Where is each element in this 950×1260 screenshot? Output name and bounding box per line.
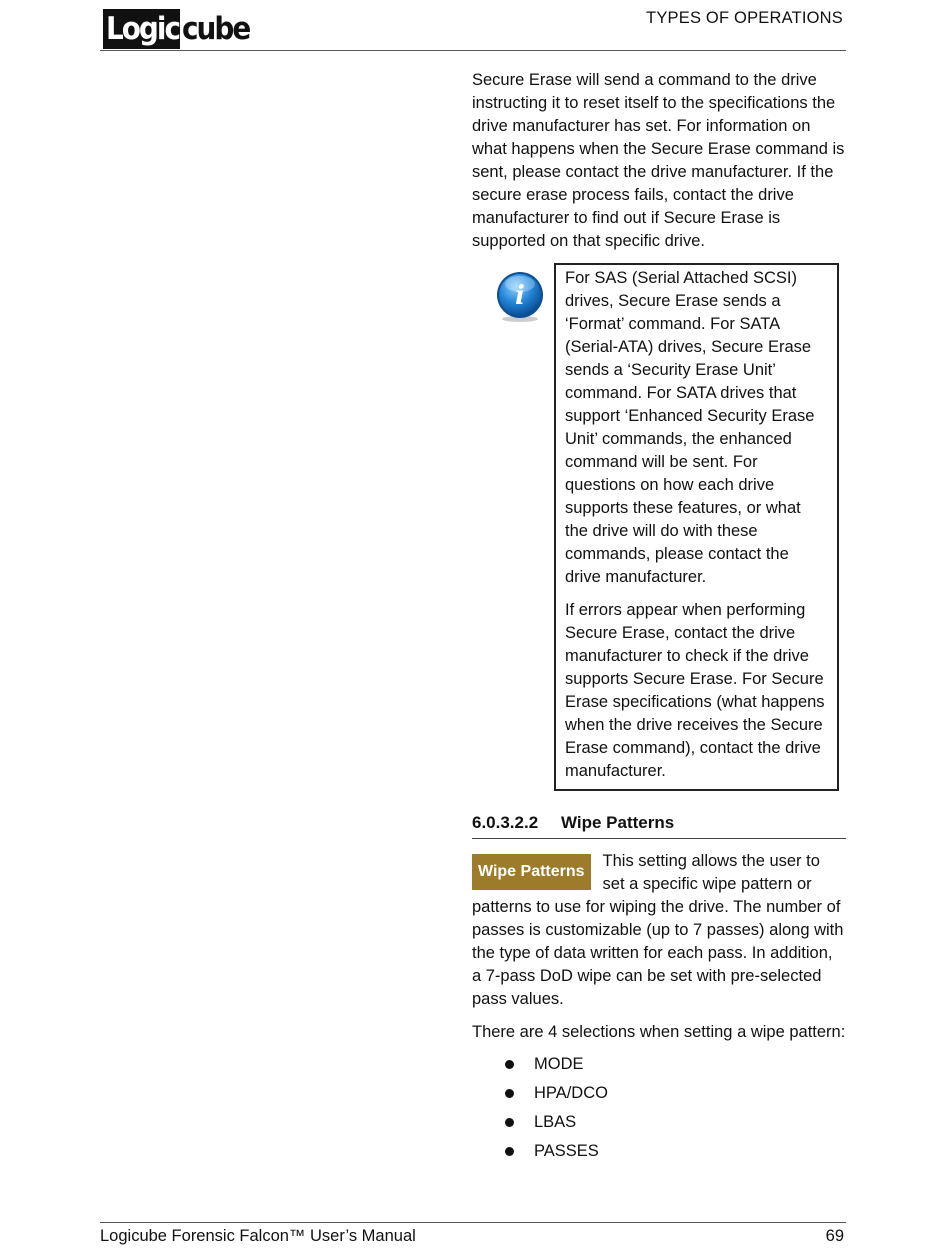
list-item	[472, 1137, 846, 1166]
section-number: 6.0.3.2.2	[472, 813, 539, 832]
intro-paragraph: Secure Erase will send a command to the drive instructing it to reset itself to the specifications the drive manufacturer has set. For information on what happens when the Secure Erase command is sent, please contact the drive manufacturer. If the secure erase process fails, contact the drive manufacturer to find out if Secure Erase is supported on that specific drive.	[472, 71, 845, 250]
logicube-logo	[103, 9, 249, 49]
logo-part-1: Logic	[103, 9, 180, 49]
list-item-label: HPA/DCO	[534, 1084, 608, 1102]
bullet-icon	[505, 1060, 514, 1069]
bullet-icon	[505, 1118, 514, 1127]
section-heading	[472, 810, 846, 839]
wipe-patterns-button: Wipe Patterns	[472, 854, 591, 890]
selections-intro: There are 4 selections when setting a wipe pattern:	[472, 1023, 846, 1041]
main-content	[472, 69, 846, 1166]
info-icon	[494, 271, 546, 323]
page-number: 69	[825, 1227, 844, 1245]
selections-list	[472, 1050, 846, 1166]
manual-title: Logicube Forensic Falcon™ User’s Manual	[100, 1227, 416, 1245]
bullet-icon	[505, 1089, 514, 1098]
info-note	[472, 263, 846, 788]
list-item	[472, 1108, 846, 1137]
bullet-icon	[505, 1147, 514, 1156]
page-header	[100, 0, 846, 51]
wipe-description-block	[472, 850, 846, 1011]
list-item-label: LBAS	[534, 1113, 577, 1131]
info-box	[554, 263, 839, 791]
logo-part-2: cube	[181, 11, 250, 47]
section-header-title: TYPES OF OPERATIONS	[646, 9, 843, 27]
info-paragraph-1: For SAS (Serial Attached SCSI) drives, Secure Erase sends a ‘Format’ command. For SATA (Serial-ATA) drives, Secure Erase sends a ‘Security Erase Unit’ command. For SATA drives that support ‘Enhanced Security Erase Unit’ commands, the enhanced command will be sent. For questions on how each drive supports these features, or what the drive will do with these commands, please contact the drive manufacturer.	[565, 269, 815, 586]
wipe-description: This setting allows the user to set a specific wipe pattern or patterns to use for wiping the drive. The number of passes is customizable (up to 7 passes) along with the type of data written for each pass. In addition, a 7-pass DoD wipe can be set with pre-selected pass values.	[472, 852, 844, 1008]
list-item	[472, 1050, 846, 1079]
section-title: Wipe Patterns	[561, 813, 675, 832]
list-item-label: PASSES	[534, 1142, 599, 1160]
svg-text:i: i	[515, 281, 525, 311]
page-footer	[100, 1222, 846, 1246]
list-item	[472, 1079, 846, 1108]
list-item-label: MODE	[534, 1055, 584, 1073]
info-paragraph-2: If errors appear when performing Secure Erase, contact the drive manufacturer to check if the drive supports Secure Erase. For Secure Erase specifications (what happens when the drive receives the Secure Erase command), contact the drive manufacturer.	[565, 601, 825, 780]
